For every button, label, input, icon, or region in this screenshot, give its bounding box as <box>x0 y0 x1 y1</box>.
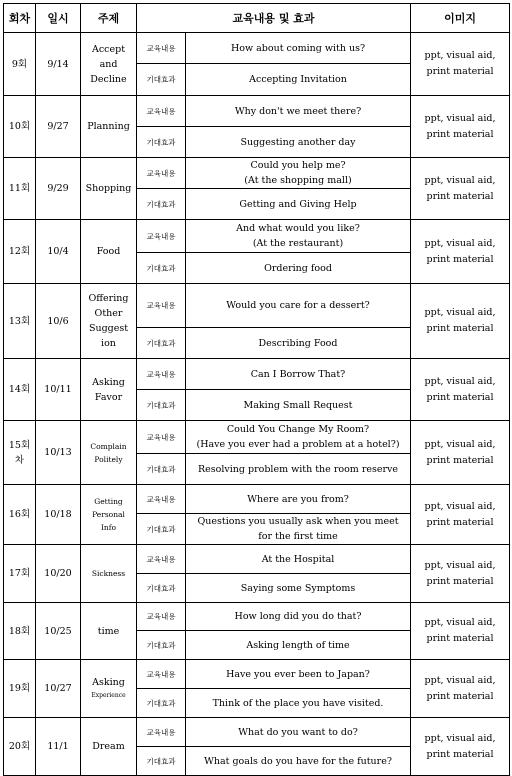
content-label: 교육내용 <box>137 421 186 454</box>
effect-line: for the first time <box>258 531 338 542</box>
content-line: What do you want to do? <box>238 726 358 738</box>
topic-cell <box>81 220 137 284</box>
date-cell: 10/6 <box>36 284 81 359</box>
effect-line: What goals do you have for the future? <box>204 755 392 767</box>
topic-line: Shopping <box>85 183 132 194</box>
topic-line: Complain <box>90 441 127 451</box>
effect-label: 기대효과 <box>137 390 186 421</box>
session-cell <box>4 359 36 421</box>
effect-cell <box>186 574 411 603</box>
session-cell <box>4 545 36 603</box>
content-line: Why don't we meet there? <box>234 105 362 117</box>
topic-line: Decline <box>90 73 127 85</box>
session-number: 12회 <box>8 246 31 257</box>
topic-cell <box>81 421 137 485</box>
image-cell <box>411 545 510 603</box>
topic-cell <box>81 485 137 545</box>
image-cell <box>411 158 510 220</box>
image-line: ppt, visual aid, <box>424 174 496 186</box>
effect-cell <box>186 127 411 158</box>
date-cell: 10/13 <box>36 421 81 485</box>
image-line: print material <box>426 575 494 587</box>
content-cell <box>186 718 411 747</box>
content-label: 교육내용 <box>137 359 186 390</box>
image-line: ppt, visual aid, <box>424 674 496 686</box>
topic-line: ion <box>101 338 116 349</box>
image-line: print material <box>426 690 494 702</box>
content-line: And what would you like? <box>236 223 360 234</box>
date-cell: 10/27 <box>36 660 81 718</box>
image-line: print material <box>426 128 494 140</box>
effect-line: Describing Food <box>258 337 338 349</box>
content-cell <box>186 284 411 328</box>
topic-cell <box>81 603 137 660</box>
content-label: 교육내용 <box>137 485 186 514</box>
effect-cell <box>186 689 411 718</box>
date-cell: 10/4 <box>36 220 81 284</box>
table-row <box>4 718 510 747</box>
session-number: 16회 <box>8 509 31 520</box>
session-cell <box>4 421 36 485</box>
content-line: Could You Change My Room? <box>226 424 370 435</box>
topic-cell <box>81 284 137 359</box>
content-line: How about coming with us? <box>230 42 366 54</box>
image-line: ppt, visual aid, <box>424 438 496 450</box>
image-cell <box>411 603 510 660</box>
table-row <box>4 421 510 454</box>
image-line: print material <box>426 748 494 760</box>
effect-cell <box>186 390 411 421</box>
session-number: 17회 <box>8 568 31 579</box>
effect-label: 기대효과 <box>137 328 186 359</box>
effect-line: Think of the place you have visited. <box>212 697 384 709</box>
effect-cell <box>186 64 411 96</box>
content-label: 교육내용 <box>137 660 186 689</box>
table-row <box>4 158 510 189</box>
content-line: How long did you do that? <box>234 611 362 622</box>
image-line: print material <box>426 66 494 77</box>
table-row <box>4 660 510 689</box>
session-number: 19회 <box>8 683 31 694</box>
table-row <box>4 485 510 514</box>
session-number: 13회 <box>8 315 31 327</box>
effect-label: 기대효과 <box>137 127 186 158</box>
topic-line: Food <box>96 246 121 257</box>
date-cell: 10/18 <box>36 485 81 545</box>
topic-line: Experience <box>91 692 126 699</box>
topic-cell <box>81 359 137 421</box>
effect-cell <box>186 747 411 776</box>
image-line: print material <box>426 323 494 334</box>
header-topic: 주제 <box>81 4 137 33</box>
header-content: 교육내용 및 효과 <box>137 4 411 33</box>
date-cell: 10/25 <box>36 603 81 660</box>
image-line: ppt, visual aid, <box>424 307 496 318</box>
topic-line: Info <box>100 523 117 532</box>
table-row <box>4 359 510 390</box>
content-line: (Have you ever had a problem at a hotel?) <box>196 439 400 450</box>
content-label: 교육내용 <box>137 545 186 574</box>
effect-label: 기대효과 <box>137 454 186 485</box>
content-cell <box>186 485 411 514</box>
content-cell <box>186 33 411 64</box>
image-line: ppt, visual aid, <box>424 617 496 628</box>
content-line: At the Hospital <box>261 553 335 565</box>
content-line: Can I Borrow That? <box>250 368 346 380</box>
content-cell <box>186 603 411 631</box>
content-cell <box>186 158 411 189</box>
effect-line: Asking length of time <box>246 639 350 651</box>
content-line: (At the restaurant) <box>252 238 344 249</box>
effect-cell <box>186 253 411 284</box>
header-date: 일시 <box>36 4 81 33</box>
image-cell <box>411 284 510 359</box>
content-cell <box>186 545 411 574</box>
content-cell <box>186 421 411 454</box>
topic-line: Asking <box>92 677 125 688</box>
image-line: ppt, visual aid, <box>424 732 496 744</box>
table-row <box>4 96 510 127</box>
topic-cell <box>81 660 137 718</box>
session-cell <box>4 220 36 284</box>
topic-line: Suggest <box>88 323 129 334</box>
topic-cell <box>81 158 137 220</box>
date-cell: 9/14 <box>36 33 81 96</box>
date-cell: 11/1 <box>36 718 81 776</box>
topic-cell <box>81 718 137 776</box>
topic-line: Accept <box>91 43 126 55</box>
effect-label: 기대효과 <box>137 514 186 545</box>
session-cell <box>4 158 36 220</box>
session-number: 18회 <box>8 625 31 637</box>
image-cell <box>411 96 510 158</box>
image-line: ppt, visual aid, <box>424 112 496 124</box>
session-cell <box>4 33 36 96</box>
image-cell <box>411 718 510 776</box>
content-line: (At the shopping mall) <box>244 175 352 186</box>
content-label: 교육내용 <box>137 33 186 64</box>
session-suffix: 차 <box>14 454 25 466</box>
topic-line: Personal <box>92 510 125 519</box>
content-line: Would you care for a dessert? <box>226 300 370 311</box>
topic-line: Getting <box>94 497 123 506</box>
table-row <box>4 284 510 328</box>
topic-line: Favor <box>94 391 123 403</box>
effect-label: 기대효과 <box>137 574 186 603</box>
effect-line: Suggesting another day <box>240 136 356 148</box>
image-line: print material <box>426 633 494 644</box>
date-cell: 10/20 <box>36 545 81 603</box>
effect-cell <box>186 454 411 485</box>
session-number: 11회 <box>8 183 31 194</box>
image-line: ppt, visual aid, <box>424 375 496 387</box>
image-line: print material <box>426 454 494 466</box>
topic-line: Sickness <box>91 569 126 578</box>
effect-line: Ordering food <box>264 262 332 274</box>
effect-line: Questions you usually ask when you meet <box>197 516 399 527</box>
content-label: 교육내용 <box>137 718 186 747</box>
date-cell: 9/27 <box>36 96 81 158</box>
image-cell <box>411 660 510 718</box>
table-row <box>4 220 510 253</box>
topic-line: Offering <box>88 293 129 304</box>
session-number: 10회 <box>8 121 31 132</box>
session-cell <box>4 718 36 776</box>
topic-cell <box>81 33 137 96</box>
topic-line: Other <box>94 308 123 319</box>
date-cell: 9/29 <box>36 158 81 220</box>
date-cell: 10/11 <box>36 359 81 421</box>
image-cell <box>411 485 510 545</box>
effect-line: Saying some Symptoms <box>240 582 356 594</box>
session-number: 14회 <box>8 384 31 395</box>
topic-line: Planning <box>87 121 130 132</box>
image-cell <box>411 421 510 485</box>
image-line: print material <box>426 391 494 403</box>
session-number: 9회 <box>11 58 28 70</box>
effect-label: 기대효과 <box>137 64 186 96</box>
effect-line: Getting and Giving Help <box>239 198 357 210</box>
table-row <box>4 603 510 631</box>
effect-label: 기대효과 <box>137 747 186 776</box>
image-line: ppt, visual aid, <box>424 50 496 61</box>
content-label: 교육내용 <box>137 220 186 253</box>
effect-line: Making Small Request <box>243 399 353 411</box>
curriculum-table <box>3 3 510 776</box>
topic-line: Asking <box>92 376 125 388</box>
session-number: 15회 <box>8 439 31 451</box>
content-line: Have you ever been to Japan? <box>226 668 370 680</box>
effect-line: Resolving problem with the room reserve <box>197 463 399 475</box>
content-label: 교육내용 <box>137 603 186 631</box>
content-cell <box>186 359 411 390</box>
table-row <box>4 545 510 574</box>
session-number: 20회 <box>8 741 31 752</box>
session-cell <box>4 603 36 660</box>
effect-line: Accepting Invitation <box>249 74 347 85</box>
content-cell <box>186 96 411 127</box>
content-line: Could you help me? <box>250 160 346 171</box>
image-line: ppt, visual aid, <box>424 237 496 249</box>
content-line: Where are you from? <box>247 493 349 505</box>
content-label: 교육내용 <box>137 284 186 328</box>
effect-cell <box>186 514 411 545</box>
image-line: print material <box>426 253 494 265</box>
content-label: 교육내용 <box>137 96 186 127</box>
content-label: 교육내용 <box>137 158 186 189</box>
content-cell <box>186 660 411 689</box>
session-cell <box>4 284 36 359</box>
topic-line: Politely <box>94 454 123 464</box>
header-session: 회차 <box>4 4 36 33</box>
image-line: ppt, visual aid, <box>424 559 496 571</box>
topic-cell <box>81 96 137 158</box>
table-row <box>4 33 510 64</box>
image-cell <box>411 359 510 421</box>
table-body <box>4 33 510 776</box>
image-cell <box>411 33 510 96</box>
effect-cell <box>186 189 411 220</box>
image-line: print material <box>426 516 494 528</box>
topic-line: time <box>97 625 120 637</box>
topic-line: and <box>99 58 118 70</box>
content-cell <box>186 220 411 253</box>
effect-label: 기대효과 <box>137 253 186 284</box>
effect-label: 기대효과 <box>137 189 186 220</box>
effect-cell <box>186 631 411 660</box>
effect-label: 기대효과 <box>137 631 186 660</box>
effect-cell <box>186 328 411 359</box>
topic-cell <box>81 545 137 603</box>
session-cell <box>4 96 36 158</box>
topic-line: Dream <box>92 741 125 752</box>
header-row <box>4 4 510 33</box>
image-line: ppt, visual aid, <box>424 500 496 512</box>
image-line: print material <box>426 190 494 202</box>
effect-label: 기대효과 <box>137 689 186 718</box>
session-cell <box>4 485 36 545</box>
session-cell <box>4 660 36 718</box>
header-image: 이미지 <box>411 4 510 33</box>
image-cell <box>411 220 510 284</box>
